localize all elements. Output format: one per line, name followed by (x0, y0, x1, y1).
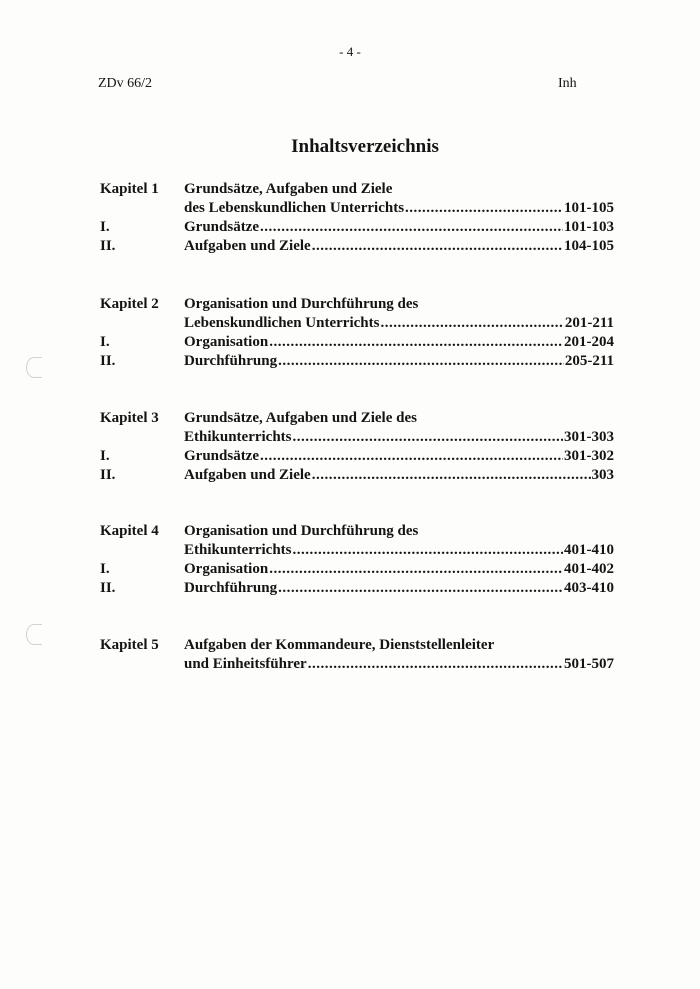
chapter-title-line1: Organisation und Durchführung des (184, 523, 419, 539)
dot-leader (380, 314, 563, 333)
dot-leader (293, 541, 563, 560)
toc-section-row[interactable] (100, 560, 614, 579)
section-label: II. (100, 238, 116, 254)
section-pages: 303 (591, 467, 614, 483)
toc-section-row[interactable] (100, 237, 614, 256)
dot-leader (405, 199, 563, 218)
section-title: Aufgaben und Ziele (184, 238, 311, 254)
chapter-title-line2: des Lebenskundlichen Unterrichts (184, 200, 405, 216)
chapter-heading (100, 522, 614, 541)
dot-leader (312, 466, 591, 485)
toc-section-row[interactable] (100, 447, 614, 466)
toc-section-row[interactable] (100, 579, 614, 598)
toc-title: Inhaltsverzeichnis (291, 136, 439, 157)
chapter-title-row[interactable] (100, 655, 614, 674)
toc-section-row[interactable] (100, 466, 614, 485)
chapter-pages: 301-303 (564, 429, 614, 445)
chapter-1 (100, 180, 614, 256)
section-label: I. (100, 448, 110, 464)
dot-leader (269, 560, 563, 579)
chapter-label: Kapitel 3 (100, 410, 159, 426)
chapter-pages: 101-105 (564, 200, 614, 216)
dot-leader (278, 352, 564, 371)
dot-leader (260, 447, 563, 466)
chapter-3 (100, 409, 614, 485)
chapter-title-line1: Grundsätze, Aufgaben und Ziele (184, 181, 393, 197)
toc-section-row[interactable] (100, 333, 614, 352)
section-title: Organisation (184, 561, 269, 577)
dot-leader (293, 428, 563, 447)
chapter-pages: 501-507 (564, 656, 614, 672)
section-title: Durchführung (184, 580, 278, 596)
chapter-title-line1: Grundsätze, Aufgaben und Ziele des (184, 410, 417, 426)
chapter-heading (100, 295, 614, 314)
section-label: II. (100, 580, 116, 596)
chapter-title-line2: Ethikunterrichts (184, 429, 292, 445)
chapter-title-row[interactable] (100, 199, 614, 218)
dot-leader (260, 218, 563, 237)
section-abbreviation: Inh (558, 76, 577, 91)
chapter-heading (100, 409, 614, 428)
section-pages: 205-211 (564, 353, 614, 369)
chapter-title-line2: Ethikunterrichts (184, 542, 292, 558)
toc-section-row[interactable] (100, 352, 614, 371)
chapter-title-row[interactable] (100, 541, 614, 560)
chapter-pages: 401-410 (564, 542, 614, 558)
chapter-title-row[interactable] (100, 314, 614, 333)
chapter-4 (100, 522, 614, 598)
dot-leader (308, 655, 563, 674)
section-title: Grundsätze (184, 448, 259, 464)
chapter-label: Kapitel 2 (100, 296, 159, 312)
section-label: I. (100, 561, 110, 577)
chapter-label: Kapitel 5 (100, 637, 159, 653)
section-pages: 301-302 (564, 448, 614, 464)
section-label: I. (100, 334, 110, 350)
chapter-title-line1: Organisation und Durchführung des (184, 296, 419, 312)
section-label: I. (100, 219, 110, 235)
section-title: Durchführung (184, 353, 278, 369)
punch-hole-lower (26, 624, 42, 645)
section-pages: 101-103 (564, 219, 614, 235)
chapter-label: Kapitel 4 (100, 523, 159, 539)
chapter-2 (100, 295, 614, 371)
chapter-pages: 201-211 (564, 315, 614, 331)
toc-section-row[interactable] (100, 218, 614, 237)
section-label: II. (100, 467, 116, 483)
section-pages: 403-410 (564, 580, 614, 596)
chapter-title-line2: Lebenskundlichen Unterrichts (184, 315, 380, 331)
chapter-heading (100, 180, 614, 199)
section-title: Aufgaben und Ziele (184, 467, 311, 483)
section-title: Grundsätze (184, 219, 259, 235)
document-id: ZDv 66/2 (98, 76, 153, 91)
section-pages: 104-105 (564, 238, 614, 254)
dot-leader (312, 237, 563, 256)
chapter-heading (100, 636, 614, 655)
chapter-label: Kapitel 1 (100, 181, 159, 197)
page-number: - 4 - (339, 44, 361, 59)
section-title: Organisation (184, 334, 269, 350)
section-pages: 201-204 (564, 334, 614, 350)
chapter-5 (100, 636, 614, 674)
chapter-title-line2: und Einheitsführer (184, 656, 307, 672)
dot-leader (269, 333, 563, 352)
dot-leader (278, 579, 563, 598)
chapter-title-line1: Aufgaben der Kommandeure, Dienststellenleiter (184, 637, 495, 653)
section-label: II. (100, 353, 116, 369)
punch-hole-upper (26, 357, 42, 378)
chapter-title-row[interactable] (100, 428, 614, 447)
section-pages: 401-402 (564, 561, 614, 577)
